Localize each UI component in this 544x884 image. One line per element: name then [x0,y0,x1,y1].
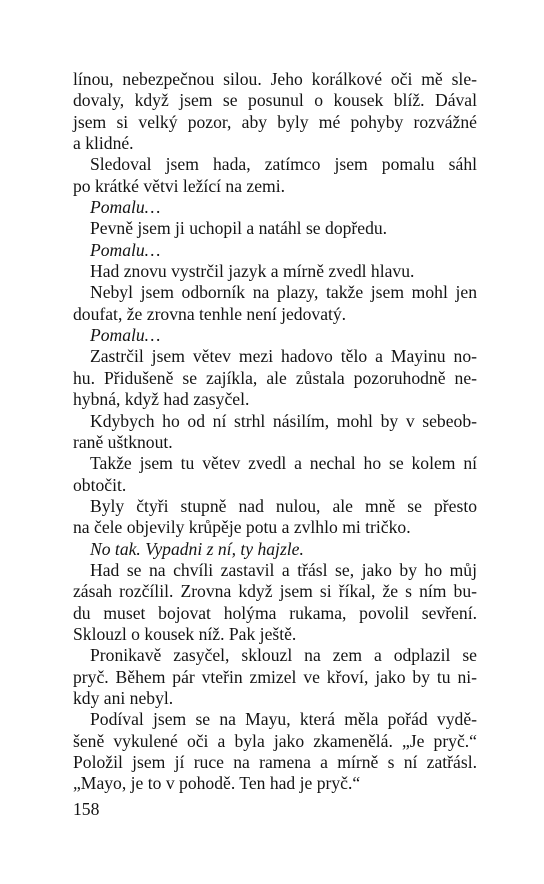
text-line: zásah rozčílil. Zrovna když jsem si říkal, že s ním bu- [73,581,477,602]
text-line: hybná, když had zasyčel. [73,389,250,410]
text-line: Pomalu… [90,239,161,260]
page-number: 158 [73,799,100,819]
text-line: Pronikavě zasyčel, sklouzl na zem a odplazil se [90,645,477,666]
text-line: No tak. Vypadni z ní, ty hajzle. [90,538,304,559]
text-line: hu. Přidušeně se zajíkla, ale zůstala pozoruhodně ne- [73,367,477,388]
paragraph [73,154,477,197]
text-line: kdy ani nebyl. [73,687,174,708]
text-line: Sledoval jsem hada, zatímco jsem pomalu sáhl [90,154,477,175]
paragraph [73,325,477,346]
text-line: línou, nebezpečnou silou. Jeho korálkové oči mě sle- [73,69,477,89]
text-line: Zastrčil jsem větev mezi hadovo tělo a Mayinu no- [90,346,477,367]
paragraph [73,346,477,410]
text-line: Sklouzl o kousek níž. Pak ještě. [73,623,297,644]
paragraph [73,69,477,154]
text-line: na čele objevily krůpěje potu a zvlhlo mi tričko. [73,517,411,538]
text-line: Had se na chvíli zastavil a třásl se, jako by ho můj [90,559,477,580]
text-line: „Mayo, je to v pohodě. Ten had je pryč.“ [73,773,361,794]
text-line: Pomalu… [90,197,161,218]
paragraph [73,453,477,496]
text-line: jsem si velký pozor, aby byly mé pohyby rozvážné [73,111,477,132]
text-line: Had znovu vystrčil jazyk a mírně zvedl hlavu. [90,261,415,282]
text-line: Kdybych ho od ní strhl násilím, mohl by v sebeob- [90,410,477,431]
text-line: raně uštknout. [73,431,173,452]
text-line: Položil jsem jí ruce na ramena a mírně s ní zatřásl. [73,752,477,772]
text-line: Podíval jsem se na Mayu, která měla pořád vydě- [90,709,477,730]
text-line: dovaly, když jsem se posunul o kousek blíž. Dával [73,90,477,111]
paragraph [73,240,477,261]
text-line: Takže jsem tu větev zvedl a nechal ho se kolem ní [90,453,477,474]
text-line: pryč. Během pár vteřin zmizel ve křoví, jako by tu ni- [73,666,477,687]
paragraph [73,496,477,539]
text-line: Byly čtyři stupně nad nulou, ale mně se přesto [90,495,477,516]
paragraph [73,560,477,645]
paragraph [73,645,477,709]
paragraph [73,218,477,239]
text-line: a klidné. [73,133,134,154]
text-line: du muset bojovat holýma rukama, povolil sevření. [73,602,477,623]
paragraph [73,709,477,794]
text-line: Nebyl jsem odborník na plazy, takže jsem mohl jen [90,282,477,303]
paragraph [73,261,477,282]
text-line: obtočit. [73,474,127,495]
text-line: doufat, že zrovna tenhle není jedovatý. [73,303,347,324]
body-text [73,69,477,795]
paragraph [73,539,477,560]
text-line: Pomalu… [90,325,161,346]
paragraph [73,282,477,325]
text-line: Pevně jsem ji uchopil a natáhl se dopředu. [90,218,388,239]
text-line: šeně vykulené oči a byla jako zkamenělá. „Je pryč.“ [73,730,477,751]
paragraph [73,411,477,454]
text-line: po krátké větvi ležící na zemi. [73,175,286,196]
paragraph [73,197,477,218]
